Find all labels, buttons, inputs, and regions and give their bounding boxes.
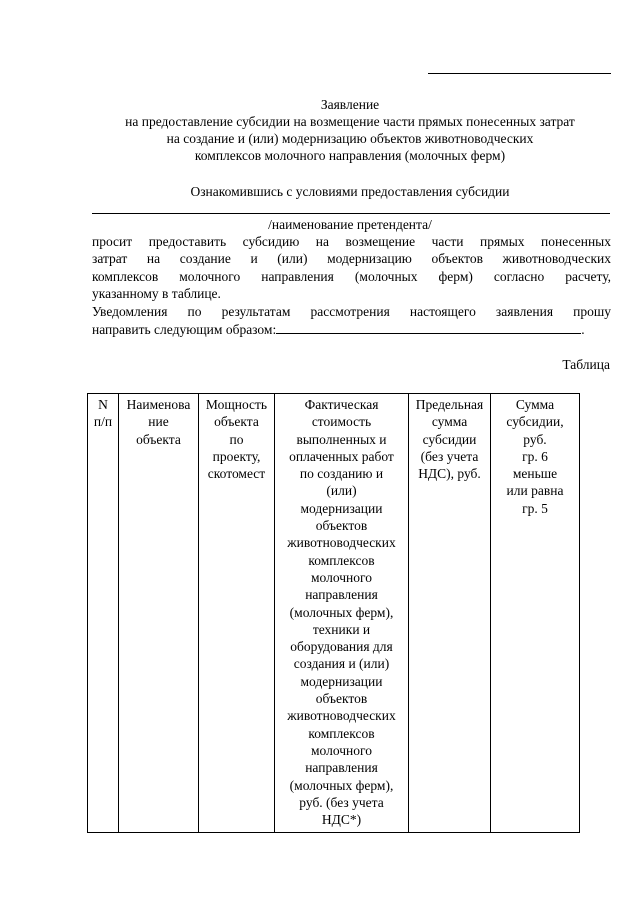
header-cell-actual-cost: Фактическая стоимость выполненных и оплаченных работ по созданию и (или) модернизации объектов животноводческих комплексов молочного направления (молочных ферм), техники и оборудования для создания и (или) модернизации объектов животноводческих комплексов молочного направления (молочных ферм), руб. (без учета НДС*) [275,394,409,833]
document-header [60,96,640,164]
request-line-2: затрат на создание и (или) модернизацию объектов животноводческих [92,251,611,267]
document-number-line [428,73,611,74]
notice-line-1: Уведомления по результатам рассмотрения настоящего заявления прошу [92,304,611,319]
request-line-3: комплексов молочного направления (молочных ферм) согласно расчету, [92,268,611,284]
notice-suffix: . [581,322,585,338]
notice-prefix: направить следующим образом: [92,322,277,338]
table-caption: Таблица [562,357,610,372]
header-cell-number: N п/п [88,394,119,833]
document-title: Заявление [320,97,380,112]
applicant-name-line [92,213,610,214]
header-cell-subsidy-amount: Сумма субсидии, руб. гр. 6 меньше или равна гр. 5 [491,394,580,833]
request-paragraph [92,233,611,303]
request-line-4: указанному в таблице. [92,286,221,302]
table-header-row [88,394,580,833]
notice-line-2 [92,320,611,338]
request-line-1: просит предоставить субсидию на возмещение части прямых понесенных [92,234,611,249]
subtitle-line-3: комплексов молочного направления (молочных ферм) [194,148,506,163]
intro-text: Ознакомившись с условиями предоставления субсидии [190,184,510,199]
subtitle-line-1: на предоставление субсидии на возмещение части прямых понесенных затрат [125,114,575,129]
header-cell-object-name: Наименова ние объекта [119,394,199,833]
subtitle-line-2: на создание и (или) модернизацию объектов животноводческих [166,131,534,146]
notice-paragraph [92,303,611,339]
header-cell-capacity: Мощность объекта по проекту, скотомест [199,394,275,833]
applicant-label: /наименование претендента/ [268,217,432,232]
subsidy-table [87,393,580,833]
header-cell-max-subsidy: Предельная сумма субсидии (без учета НДС), руб. [409,394,491,833]
delivery-method-field[interactable] [276,320,581,334]
